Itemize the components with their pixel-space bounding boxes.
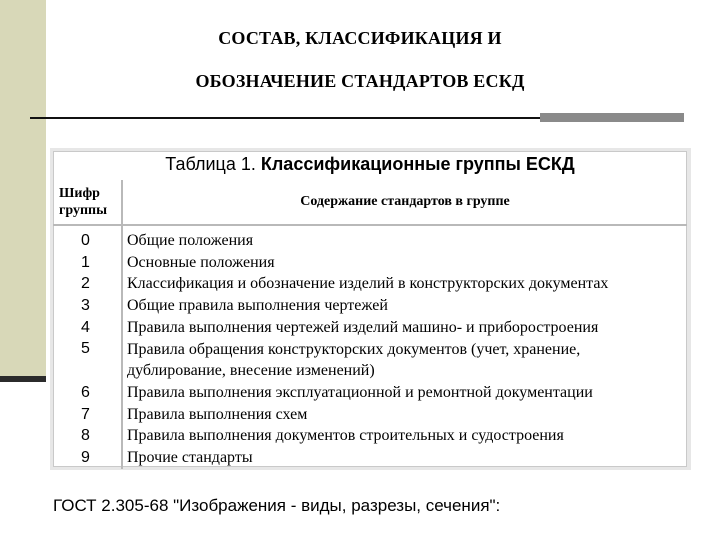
table-caption-title: Классификационные группы ЕСКД: [260, 154, 575, 174]
group-code: 2: [81, 275, 90, 293]
code-spacer: [53, 360, 121, 382]
group-code: 0: [81, 232, 90, 249]
left-decor-band-accent: [0, 376, 46, 382]
group-code: 6: [81, 383, 90, 401]
slide-title-line-1: СОСТАВ, КЛАССИФИКАЦИЯ И: [218, 28, 502, 48]
group-description: Правила выполнения схем: [127, 405, 308, 423]
descriptions-column: [122, 225, 687, 469]
group-description: Правила выполнения эксплуатационной и ремонтной документации: [127, 383, 593, 401]
codes-column: [53, 225, 122, 469]
group-code: 9: [81, 448, 90, 466]
group-description-continued: дублирование, внесение изменений): [127, 362, 375, 380]
slide-title-line-2: ОБОЗНАЧЕНИЕ СТАНДАРТОВ ЕСКД: [195, 71, 525, 91]
group-description: Общие положения: [127, 232, 254, 249]
group-description: Правила обращения конструкторских документов (учет, хранение,: [127, 340, 581, 358]
title-divider-thick: [540, 113, 684, 122]
group-code: 5: [81, 340, 90, 358]
group-code: 7: [81, 405, 90, 423]
group-code: 3: [81, 297, 90, 315]
footer-gost-reference: ГОСТ 2.305-68 "Изображения - виды, разрезы, сечения":: [53, 496, 501, 515]
header-code: [53, 180, 122, 225]
group-description: Основные положения: [127, 253, 275, 271]
header-code-line-1: Шифр: [59, 186, 100, 201]
group-code: 1: [81, 253, 90, 271]
group-description: Правила выполнения чертежей изделий машино- и приборостроения: [127, 318, 599, 336]
title-divider-thin: [30, 117, 540, 119]
header-code-line-2: группы: [59, 203, 108, 218]
table-caption: [53, 154, 687, 175]
group-code: 8: [81, 427, 90, 445]
group-description: Классификация и обозначение изделий в конструкторских документах: [127, 275, 609, 293]
group-description: Общие правила выполнения чертежей: [127, 297, 388, 315]
table-header-row: [53, 180, 687, 225]
table-caption-prefix: Таблица 1.: [165, 154, 256, 174]
table-body-row: [53, 225, 687, 469]
header-content: Содержание стандартов в группе: [122, 180, 687, 225]
classification-table: [53, 180, 687, 469]
group-description: Прочие стандарты: [127, 449, 253, 467]
group-code: 4: [81, 318, 90, 336]
left-decor-band: [0, 0, 46, 382]
group-description: Правила выполнения документов строительных и судостроения: [127, 427, 564, 445]
